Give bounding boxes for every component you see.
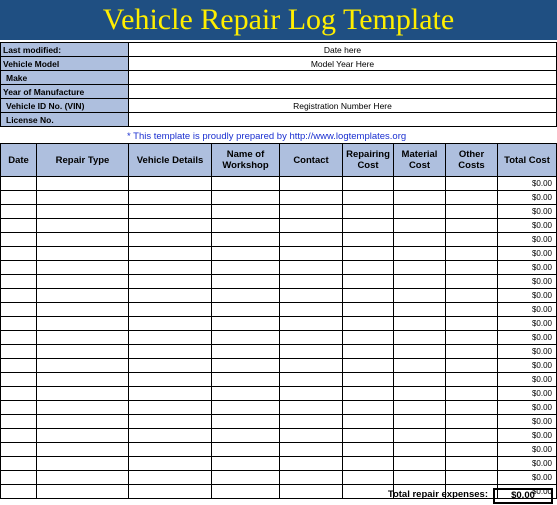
row-total-cell[interactable]: $0.00 [498, 219, 557, 233]
table-cell[interactable] [37, 415, 129, 429]
table-row [1, 331, 557, 345]
table-cell[interactable] [446, 247, 498, 261]
table-cell[interactable] [212, 331, 280, 345]
table-row [1, 289, 557, 303]
table-cell[interactable] [280, 429, 343, 443]
table-cell[interactable] [37, 289, 129, 303]
column-header: Vehicle Details [129, 144, 212, 177]
table-cell[interactable] [343, 457, 394, 471]
table-cell[interactable] [212, 303, 280, 317]
table-cell[interactable] [343, 303, 394, 317]
table-row [1, 415, 557, 429]
info-row [1, 113, 557, 127]
table-cell[interactable] [129, 415, 212, 429]
table-cell[interactable] [343, 387, 394, 401]
table-row [1, 317, 557, 331]
table-cell[interactable] [37, 261, 129, 275]
table-cell[interactable] [446, 387, 498, 401]
column-header: Contact [280, 144, 343, 177]
column-header: Material Cost [394, 144, 446, 177]
row-total-cell[interactable]: $0.00 [498, 415, 557, 429]
info-row [1, 99, 557, 113]
table-cell[interactable] [129, 219, 212, 233]
table-cell[interactable] [394, 387, 446, 401]
table-cell[interactable] [1, 359, 37, 373]
table-cell[interactable] [394, 247, 446, 261]
table-cell[interactable] [1, 429, 37, 443]
table-cell[interactable] [394, 345, 446, 359]
table-cell[interactable] [1, 205, 37, 219]
table-cell[interactable] [1, 289, 37, 303]
table-cell[interactable] [394, 415, 446, 429]
table-row [1, 359, 557, 373]
totals-footer [0, 486, 556, 505]
table-cell[interactable] [129, 247, 212, 261]
table-cell[interactable] [343, 191, 394, 205]
column-header: Date [1, 144, 37, 177]
table-cell[interactable] [212, 401, 280, 415]
table-cell[interactable] [280, 275, 343, 289]
info-row [1, 71, 557, 85]
table-cell[interactable] [446, 429, 498, 443]
info-label: Vehicle ID No. (VIN) [1, 99, 129, 113]
table-cell[interactable] [37, 471, 129, 485]
table-cell[interactable] [129, 303, 212, 317]
table-cell[interactable] [1, 387, 37, 401]
table-cell[interactable] [1, 401, 37, 415]
row-total-cell[interactable]: $0.00 [498, 345, 557, 359]
table-cell[interactable] [394, 177, 446, 191]
table-cell[interactable] [394, 443, 446, 457]
table-cell[interactable] [394, 457, 446, 471]
page-title: Vehicle Repair Log Template [0, 0, 557, 40]
info-value-field[interactable]: Registration Number Here [129, 99, 557, 113]
total-expenses-label: Total repair expenses: [387, 489, 488, 500]
table-cell[interactable] [37, 247, 129, 261]
table-cell[interactable] [280, 191, 343, 205]
table-cell[interactable] [37, 205, 129, 219]
row-total-cell[interactable]: $0.00 [498, 303, 557, 317]
table-cell[interactable] [280, 219, 343, 233]
table-cell[interactable] [343, 233, 394, 247]
table-cell[interactable] [212, 345, 280, 359]
table-cell[interactable] [446, 401, 498, 415]
row-total-cell[interactable]: $0.00 [498, 429, 557, 443]
table-cell[interactable] [394, 373, 446, 387]
table-cell[interactable] [280, 373, 343, 387]
table-cell[interactable] [37, 191, 129, 205]
column-header: Repairing Cost [343, 144, 394, 177]
info-value-field[interactable] [129, 113, 557, 127]
table-cell[interactable] [446, 345, 498, 359]
table-row [1, 471, 557, 485]
table-cell[interactable] [446, 191, 498, 205]
table-cell[interactable] [446, 275, 498, 289]
table-cell[interactable] [129, 443, 212, 457]
table-cell[interactable] [280, 261, 343, 275]
table-cell[interactable] [394, 401, 446, 415]
column-header: Other Costs [446, 144, 498, 177]
table-cell[interactable] [37, 429, 129, 443]
table-cell[interactable] [37, 303, 129, 317]
table-cell[interactable] [129, 331, 212, 345]
table-row [1, 275, 557, 289]
table-cell[interactable] [37, 387, 129, 401]
vehicle-info-table [0, 42, 557, 127]
table-cell[interactable] [343, 345, 394, 359]
info-value-field[interactable] [129, 71, 557, 85]
table-row [1, 247, 557, 261]
repair-log-table [0, 143, 557, 499]
table-cell[interactable] [1, 443, 37, 457]
table-cell[interactable] [446, 219, 498, 233]
table-row [1, 303, 557, 317]
table-cell[interactable] [280, 457, 343, 471]
table-cell[interactable] [394, 275, 446, 289]
table-cell[interactable] [129, 289, 212, 303]
table-row [1, 205, 557, 219]
table-cell[interactable] [37, 317, 129, 331]
table-row [1, 401, 557, 415]
table-cell[interactable] [280, 233, 343, 247]
table-cell[interactable] [280, 443, 343, 457]
table-cell[interactable] [1, 303, 37, 317]
table-cell[interactable] [1, 331, 37, 345]
table-cell[interactable] [129, 191, 212, 205]
table-cell[interactable] [343, 205, 394, 219]
table-cell[interactable] [129, 457, 212, 471]
table-cell[interactable] [343, 429, 394, 443]
table-cell[interactable] [446, 471, 498, 485]
table-cell[interactable] [446, 331, 498, 345]
table-cell[interactable] [37, 401, 129, 415]
table-cell[interactable] [212, 387, 280, 401]
table-cell[interactable] [280, 247, 343, 261]
row-total-cell[interactable]: $0.00 [498, 387, 557, 401]
table-cell[interactable] [37, 373, 129, 387]
table-row [1, 177, 557, 191]
table-cell[interactable] [1, 415, 37, 429]
table-cell[interactable] [212, 219, 280, 233]
table-cell[interactable] [394, 331, 446, 345]
table-cell[interactable] [343, 261, 394, 275]
table-cell[interactable] [446, 443, 498, 457]
table-cell[interactable] [343, 443, 394, 457]
table-cell[interactable] [37, 331, 129, 345]
template-credit-note[interactable]: * This template is proudly prepared by http://www.logtemplates.org [127, 131, 407, 142]
table-cell[interactable] [343, 219, 394, 233]
info-value-field[interactable]: Model Year Here [129, 57, 557, 71]
table-row [1, 373, 557, 387]
table-row [1, 233, 557, 247]
table-cell[interactable] [280, 345, 343, 359]
table-cell[interactable] [394, 303, 446, 317]
table-cell[interactable] [394, 205, 446, 219]
info-label: Make [1, 71, 129, 85]
table-cell[interactable] [343, 359, 394, 373]
table-header-row [1, 144, 557, 177]
table-cell[interactable] [212, 443, 280, 457]
table-cell[interactable] [129, 373, 212, 387]
info-value-field[interactable] [129, 85, 557, 99]
table-cell[interactable] [129, 261, 212, 275]
table-cell[interactable] [212, 471, 280, 485]
total-expenses-value[interactable]: $0.00 [493, 488, 553, 504]
table-cell[interactable] [1, 471, 37, 485]
table-cell[interactable] [343, 415, 394, 429]
table-row [1, 261, 557, 275]
row-total-cell[interactable]: $0.00 [498, 485, 557, 499]
table-cell[interactable] [37, 443, 129, 457]
table-cell[interactable] [129, 387, 212, 401]
table-cell[interactable] [1, 261, 37, 275]
column-header: Repair Type [37, 144, 129, 177]
table-cell[interactable] [280, 177, 343, 191]
table-cell[interactable] [1, 317, 37, 331]
table-cell[interactable] [343, 247, 394, 261]
table-cell[interactable] [129, 429, 212, 443]
row-total-cell[interactable]: $0.00 [498, 247, 557, 261]
table-cell[interactable] [37, 345, 129, 359]
table-cell[interactable] [446, 303, 498, 317]
row-total-cell[interactable]: $0.00 [498, 289, 557, 303]
table-cell[interactable] [37, 457, 129, 471]
table-cell[interactable] [1, 219, 37, 233]
table-cell[interactable] [1, 275, 37, 289]
row-total-cell[interactable]: $0.00 [498, 331, 557, 345]
row-total-cell[interactable]: $0.00 [498, 471, 557, 485]
table-cell[interactable] [37, 177, 129, 191]
table-cell[interactable] [343, 373, 394, 387]
row-total-cell[interactable]: $0.00 [498, 457, 557, 471]
table-cell[interactable] [1, 345, 37, 359]
row-total-cell[interactable]: $0.00 [498, 205, 557, 219]
table-row [1, 457, 557, 471]
table-row [1, 429, 557, 443]
row-total-cell[interactable]: $0.00 [498, 443, 557, 457]
table-cell[interactable] [212, 457, 280, 471]
row-total-cell[interactable]: $0.00 [498, 261, 557, 275]
row-total-cell[interactable]: $0.00 [498, 233, 557, 247]
table-cell[interactable] [446, 415, 498, 429]
table-cell[interactable] [394, 471, 446, 485]
info-value-field[interactable]: Date here [129, 43, 557, 57]
table-cell[interactable] [394, 233, 446, 247]
table-cell[interactable] [446, 359, 498, 373]
column-header: Total Cost [498, 144, 557, 177]
info-label: Year of Manufacture [1, 85, 129, 99]
info-row [1, 43, 557, 57]
table-cell[interactable] [1, 233, 37, 247]
table-cell[interactable] [343, 275, 394, 289]
table-cell[interactable] [37, 233, 129, 247]
table-cell[interactable] [212, 177, 280, 191]
table-cell[interactable] [1, 247, 37, 261]
table-cell[interactable] [129, 317, 212, 331]
table-cell[interactable] [446, 233, 498, 247]
info-row [1, 57, 557, 71]
table-cell[interactable] [343, 401, 394, 415]
info-label: Last modified: [1, 43, 129, 57]
table-cell[interactable] [212, 191, 280, 205]
table-cell[interactable] [280, 471, 343, 485]
row-total-cell[interactable]: $0.00 [498, 359, 557, 373]
table-cell[interactable] [129, 401, 212, 415]
table-cell[interactable] [446, 205, 498, 219]
table-cell[interactable] [37, 219, 129, 233]
row-total-cell[interactable]: $0.00 [498, 275, 557, 289]
table-cell[interactable] [394, 261, 446, 275]
table-cell[interactable] [280, 317, 343, 331]
table-cell[interactable] [280, 415, 343, 429]
table-cell[interactable] [343, 471, 394, 485]
table-cell[interactable] [129, 359, 212, 373]
row-total-cell[interactable]: $0.00 [498, 401, 557, 415]
table-row [1, 387, 557, 401]
column-header: Name of Workshop [212, 144, 280, 177]
table-cell[interactable] [212, 415, 280, 429]
table-cell[interactable] [280, 205, 343, 219]
table-cell[interactable] [446, 373, 498, 387]
row-total-cell[interactable]: $0.00 [498, 317, 557, 331]
table-cell[interactable] [280, 289, 343, 303]
table-cell[interactable] [446, 177, 498, 191]
row-total-cell[interactable]: $0.00 [498, 373, 557, 387]
table-row [1, 345, 557, 359]
table-cell[interactable] [280, 387, 343, 401]
table-cell[interactable] [1, 191, 37, 205]
table-cell[interactable] [37, 359, 129, 373]
table-cell[interactable] [212, 317, 280, 331]
table-cell[interactable] [446, 261, 498, 275]
table-cell[interactable] [280, 401, 343, 415]
table-cell[interactable] [1, 177, 37, 191]
table-cell[interactable] [343, 177, 394, 191]
table-cell[interactable] [394, 289, 446, 303]
row-total-cell[interactable]: $0.00 [498, 191, 557, 205]
table-cell[interactable] [343, 289, 394, 303]
table-cell[interactable] [280, 331, 343, 345]
table-cell[interactable] [1, 457, 37, 471]
table-cell[interactable] [394, 219, 446, 233]
table-cell[interactable] [446, 457, 498, 471]
table-cell[interactable] [212, 261, 280, 275]
table-cell[interactable] [446, 317, 498, 331]
table-row [1, 443, 557, 457]
table-cell[interactable] [1, 373, 37, 387]
info-label: License No. [1, 113, 129, 127]
table-cell[interactable] [212, 373, 280, 387]
table-cell[interactable] [394, 191, 446, 205]
table-cell[interactable] [394, 359, 446, 373]
table-cell[interactable] [212, 205, 280, 219]
table-cell[interactable] [129, 233, 212, 247]
table-cell[interactable] [129, 345, 212, 359]
row-total-cell[interactable]: $0.00 [498, 177, 557, 191]
table-cell[interactable] [212, 233, 280, 247]
table-cell[interactable] [129, 471, 212, 485]
table-cell[interactable] [212, 289, 280, 303]
info-row [1, 85, 557, 99]
table-cell[interactable] [212, 247, 280, 261]
info-label: Vehicle Model [1, 57, 129, 71]
table-cell[interactable] [37, 275, 129, 289]
table-cell[interactable] [212, 359, 280, 373]
table-cell[interactable] [343, 331, 394, 345]
table-cell[interactable] [129, 205, 212, 219]
table-cell[interactable] [446, 289, 498, 303]
table-cell[interactable] [394, 317, 446, 331]
table-cell[interactable] [343, 317, 394, 331]
table-cell[interactable] [129, 177, 212, 191]
table-cell[interactable] [212, 429, 280, 443]
table-row [1, 191, 557, 205]
table-cell[interactable] [212, 275, 280, 289]
table-row [1, 219, 557, 233]
table-cell[interactable] [394, 429, 446, 443]
table-cell[interactable] [129, 275, 212, 289]
table-cell[interactable] [280, 359, 343, 373]
table-cell[interactable] [280, 303, 343, 317]
